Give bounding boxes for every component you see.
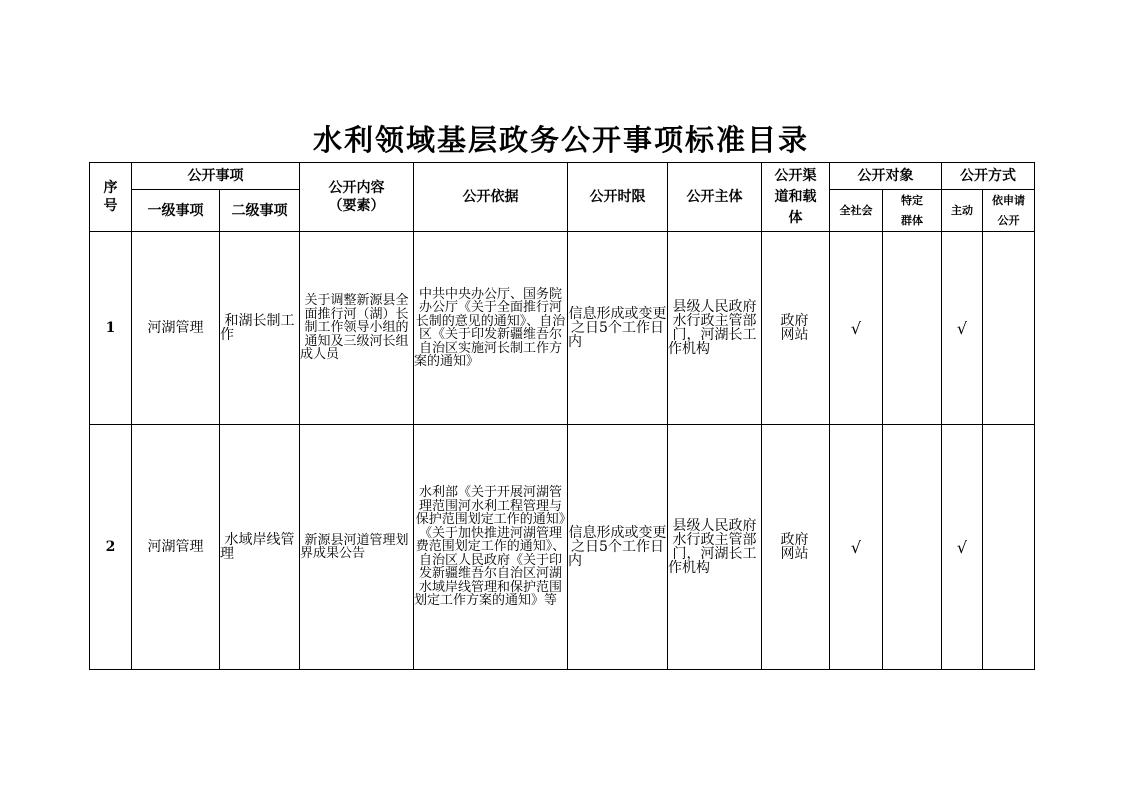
- row-method-active-check: √: [942, 425, 983, 670]
- row-time-limit: 信息形成或变更之日5个工作日内: [568, 425, 668, 670]
- catalog-table: [89, 162, 1035, 670]
- row-target-specific-check: [883, 232, 942, 425]
- row-method-request-check: [983, 232, 1035, 425]
- table-row: [90, 425, 1035, 670]
- header-level2: 二级事项: [220, 190, 300, 232]
- header-target-specific: 特定群体: [883, 190, 942, 232]
- row-content: 新源县河道管理划界成果公告: [300, 425, 414, 670]
- header-method-request: 依申请公开: [983, 190, 1035, 232]
- row-channel: 政府网站: [762, 232, 830, 425]
- header-level1: 一级事项: [132, 190, 220, 232]
- row-time-limit: 信息形成或变更之日5个工作日内: [568, 232, 668, 425]
- header-method-group: 公开方式: [942, 163, 1035, 190]
- table-row: [90, 232, 1035, 425]
- row-target-specific-check: [883, 425, 942, 670]
- header-channel: 公开渠道和载体: [762, 163, 830, 232]
- row-level1: 河湖管理: [132, 425, 220, 670]
- row-level2: 水域岸线管理: [220, 425, 300, 670]
- row-basis: 中共中央办公厅、国务院办公厅《关于全面推行河长制的意见的通知》、自治区《关于印发新疆维吾尔自治区实施河长制工作方案的通知》: [414, 232, 568, 425]
- page-title: 水利领域基层政务公开事项标准目录: [312, 123, 809, 157]
- row-method-request-check: [983, 425, 1035, 670]
- row-seq: 2: [90, 425, 132, 670]
- row-basis: 水利部《关于开展河湖管理范围河水利工程管理与保护范围划定工作的通知》《关于加快推进河湖管理费范围划定工作的通知》、自治区人民政府《关于印发新疆维吾尔自治区河湖水域岸线管理和保护范围划定工作方案的通知》等: [414, 425, 568, 670]
- row-level1: 河湖管理: [132, 232, 220, 425]
- header-items-group: 公开事项: [132, 163, 300, 190]
- header-subject: 公开主体: [668, 163, 762, 232]
- row-target-public-check: √: [830, 232, 883, 425]
- header-seq: 序号: [90, 163, 132, 232]
- row-seq: 1: [90, 232, 132, 425]
- header-content: 公开内容（要素）: [300, 163, 414, 232]
- header-target-public: 全社会: [830, 190, 883, 232]
- header-target-group: 公开对象: [830, 163, 942, 190]
- row-level2: 和湖长制工作: [220, 232, 300, 425]
- row-content: 关于调整新源县全面推行河（湖）长制工作领导小组的通知及三级河长组成人员: [300, 232, 414, 425]
- row-channel: 政府网站: [762, 425, 830, 670]
- header-basis: 公开依据: [414, 163, 568, 232]
- header-method-active: 主动: [942, 190, 983, 232]
- row-subject: 县级人民政府水行政主管部门，河湖长工作机构: [668, 232, 762, 425]
- row-method-active-check: √: [942, 232, 983, 425]
- row-target-public-check: √: [830, 425, 883, 670]
- row-subject: 县级人民政府水行政主管部门，河湖长工作机构: [668, 425, 762, 670]
- header-time-limit: 公开时限: [568, 163, 668, 232]
